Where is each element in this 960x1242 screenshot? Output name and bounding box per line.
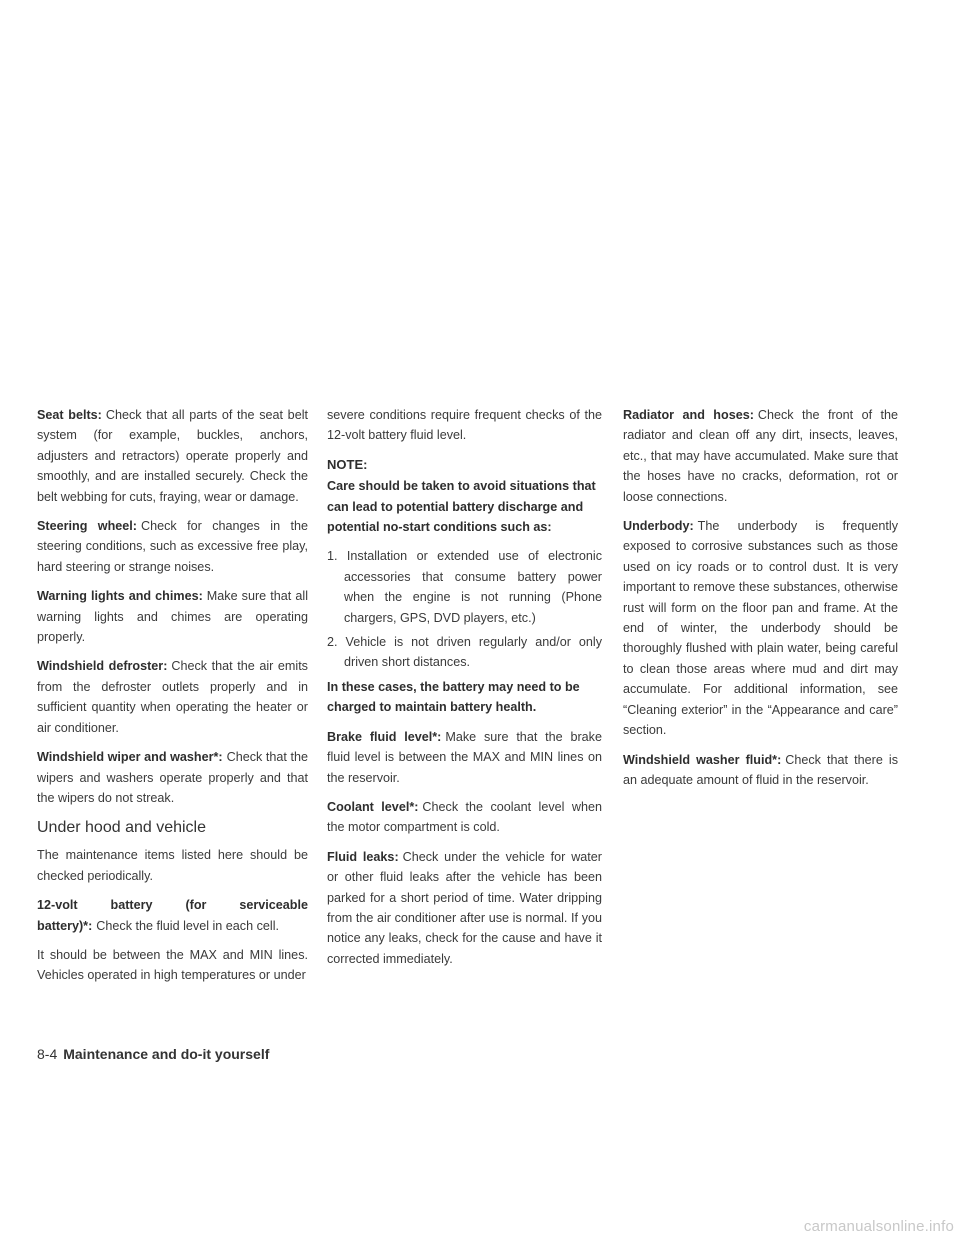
label-leaks: Fluid leaks: [327,849,399,864]
text-steering: Check for changes in the steering conditions, such as excessive free play, hard steering or strange noises. [37,519,308,574]
section-intro: The maintenance items listed here should be checked periodically. [37,848,308,883]
paragraph-leaks [327,847,602,969]
text-battery: Check the fluid level in each cell. [96,918,280,933]
note-list [327,546,602,672]
label-seat-belts: Seat belts: [37,408,102,422]
text-coolant: Check the coolant level when the motor compartment is cold. [327,799,602,835]
text-radiator: Check the front of the radiator and clean off any dirt, insects, leaves, etc., that may have accumulated. Make sure that the hoses have no cracks, deformation, rot or loose connections. [623,408,898,504]
label-underbody: Underbody: [623,519,694,534]
label-wiper: Windshield wiper and washer*: [37,750,223,765]
note-after: In these cases, the battery may need to be charged to maintain battery health. [327,679,580,715]
paragraph-seat-belts [37,405,308,507]
paragraph-radiator [623,405,898,507]
column-right [623,405,898,799]
chapter-title: Maintenance and do-it yourself [63,1046,270,1062]
section-title: Under hood and vehicle [37,819,207,837]
paragraph-steering [37,516,308,577]
list-item: 2. Vehicle is not driven regularly and/or only driven short distances. [327,635,602,670]
text-defroster: Check that the air emits from the defroster outlets properly and in sufficient quantity when operating the heater or air conditioner. [37,659,308,735]
note-text: Care should be taken to avoid situations that can lead to potential battery discharge and potential no-start conditions such as: [327,479,596,535]
text-brake: Make sure that the brake fluid level is between the MAX and MIN lines on the reservoir. [327,729,602,785]
label-defroster: Windshield defroster: [37,659,168,674]
text-wiper: Check that the wipers and washers operate properly and that the wipers do not streak. [37,750,308,805]
label-radiator: Radiator and hoses: [623,408,754,422]
note-heading: NOTE: [327,456,368,472]
column-left [37,405,308,995]
paragraph-coolant [327,797,602,838]
text-seat-belts: Check that all parts of the seat belt system (for example, buckles, anchors, adjusters and retractors) operate properly and smoothly, and are installed securely. Check the belt webbing for cuts, fraying, wear or damage. [37,408,308,504]
text-warning: Make sure that all warning lights and chimes are operating properly. [37,589,308,645]
paragraph-underbody [623,516,898,740]
list-item: 1. Installation or extended use of electronic accessories that consume battery power when the engine is not running (Phone chargers, GPS, DVD players, etc.) [327,549,602,625]
paragraph-battery-levels: It should be between the MAX and MIN lines. Vehicles operated in high temperatures or under [37,947,308,983]
paragraph-washer-fluid [623,750,898,791]
label-warning: Warning lights and chimes: [37,589,203,604]
paragraph-brake [327,727,602,788]
label-steering: Steering wheel: [37,519,137,534]
paragraph-battery [37,895,308,936]
paragraph-warning [37,586,308,647]
watermark: carmanualsonline.info [803,1218,954,1235]
label-washer-fluid: Windshield washer fluid*: [623,752,782,767]
paragraph-defroster [37,656,308,738]
page-footer [37,1046,269,1062]
text-washer-fluid: Check that there is an adequate amount of fluid in the reservoir. [623,752,899,787]
text-leaks: Check under the vehicle for water or other fluid leaks after the vehicle has been parked for a short period of time. Water dripping from the air conditioner after use is normal. If you notice any leaks, check for the cause and have it corrected immediately. [327,849,602,966]
paragraph-wiper [37,747,308,808]
page-number: 8-4 [37,1046,58,1062]
label-brake: Brake fluid level*: [327,729,442,744]
label-battery: 12-volt battery (for serviceable battery)*: [37,898,308,933]
text-underbody: The underbody is frequently exposed to corrosive substances such as those used on icy roads or to control dust. It is very important to remove these substances, otherwise rust will form on the floor pan and frame. At the end of winter, the underbody should be thoroughly flushed with plain water, being careful to clean those areas where mud and dirt may accumulate. For additional information, see “Cleaning exterior” in the “Appearance and care” section. [623,519,898,738]
paragraph-continued: severe conditions require frequent checks of the 12-volt battery fluid level. [327,408,602,443]
column-middle [327,405,602,978]
label-coolant: Coolant level*: [327,799,419,814]
